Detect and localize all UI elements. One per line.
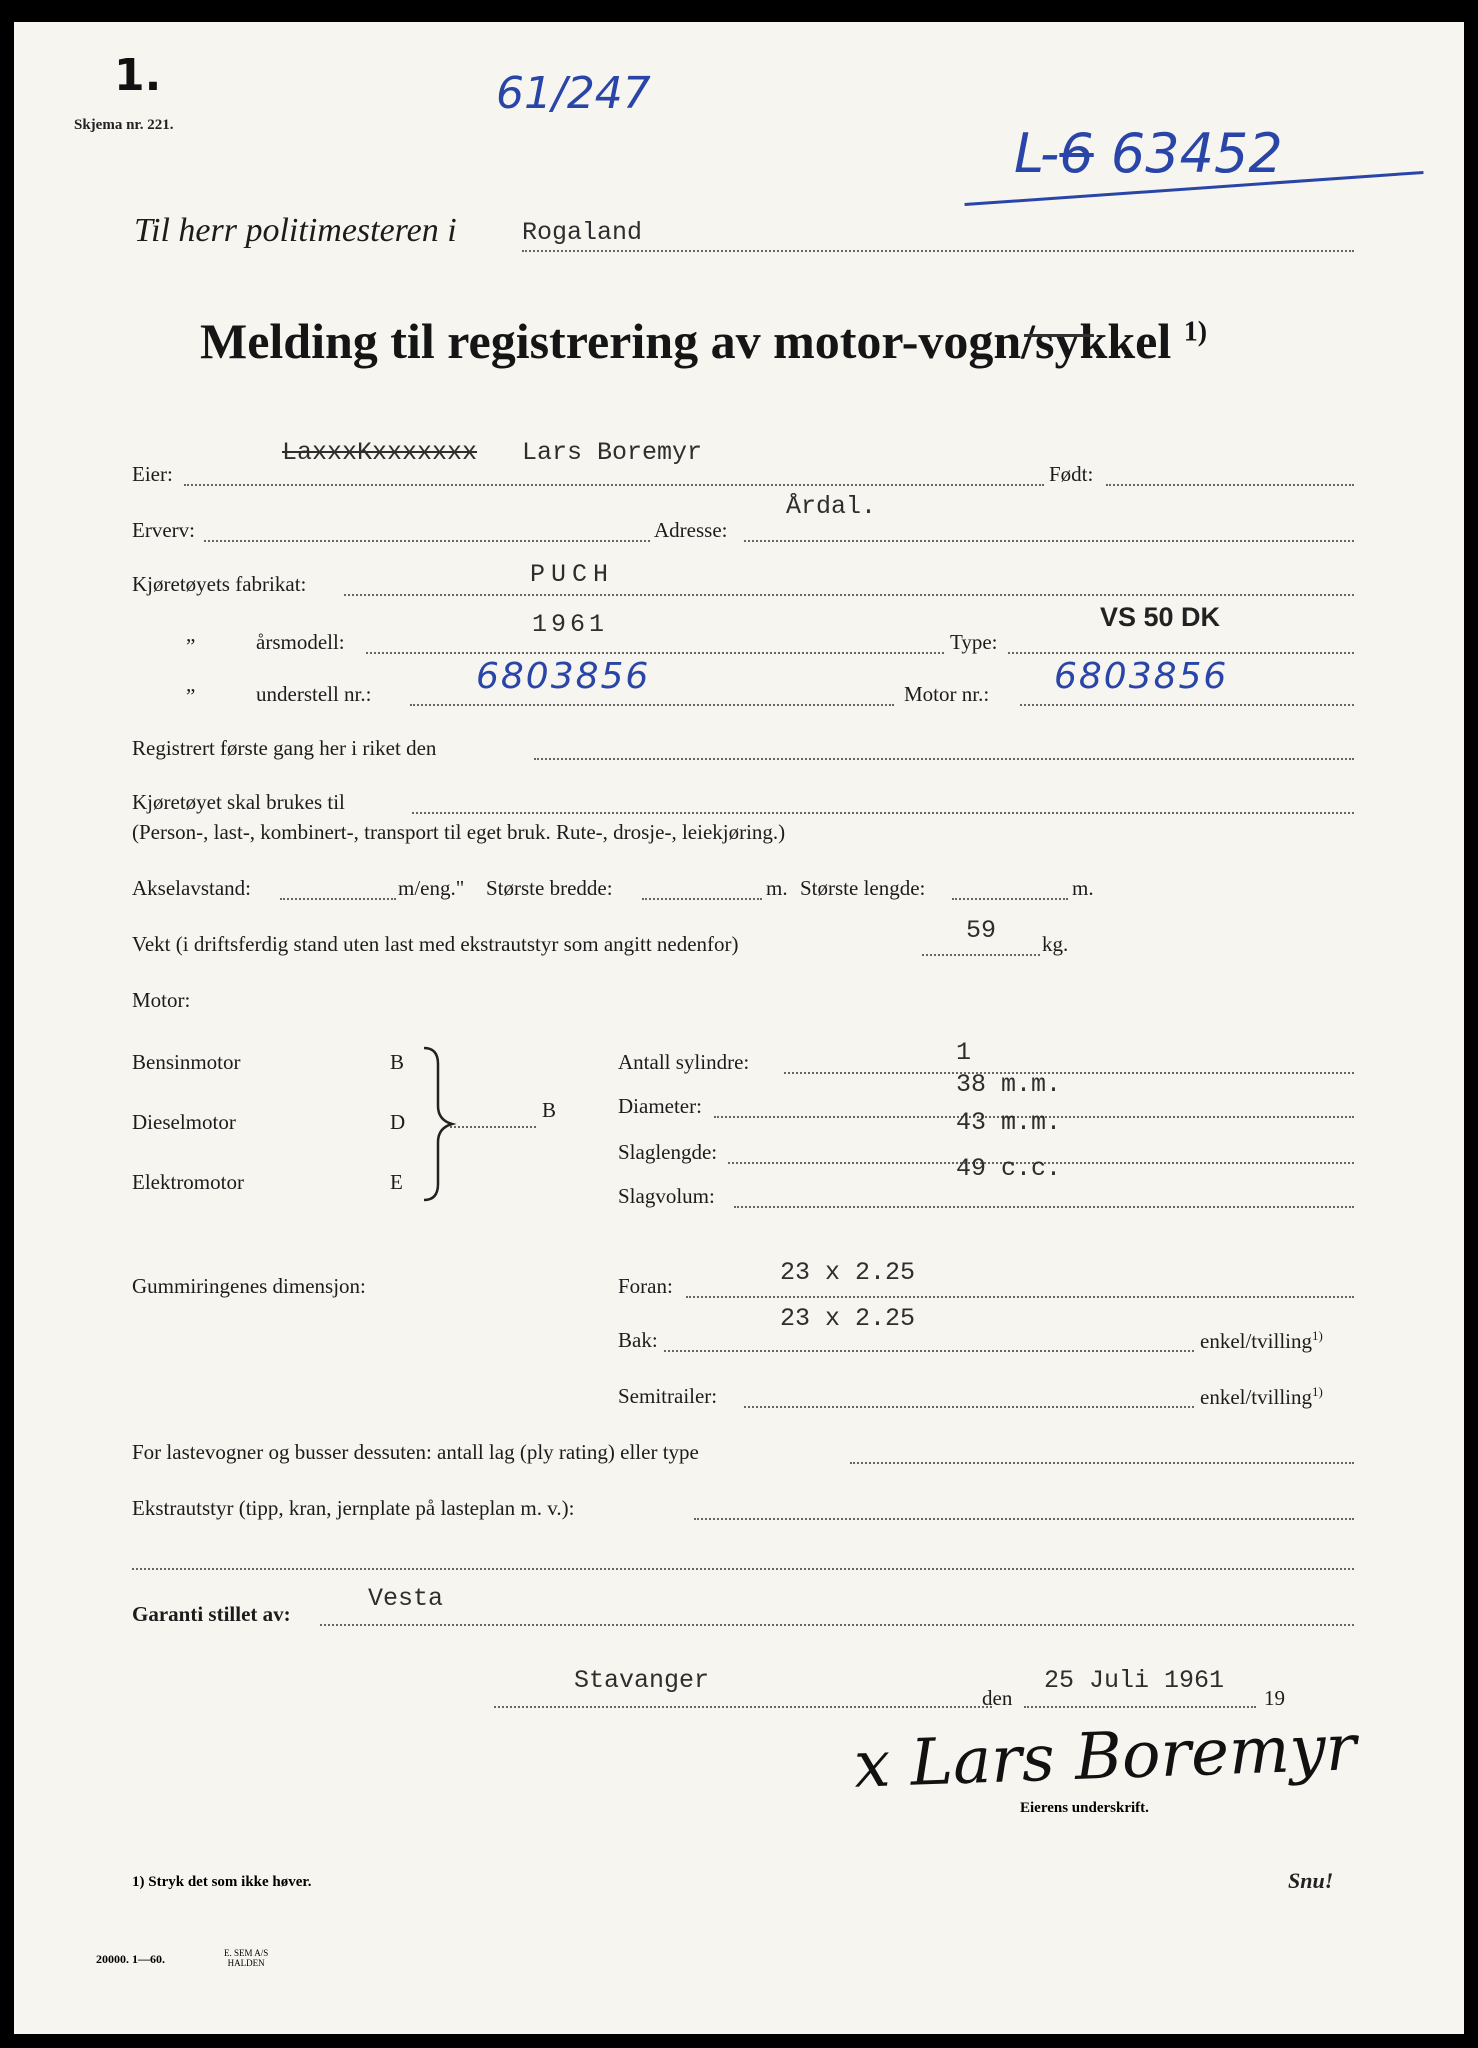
title-footnote-mark: 1) — [1183, 316, 1208, 348]
arsmodell-label: årsmodell: — [256, 630, 345, 654]
motor-code-e: E — [390, 1170, 403, 1194]
slagvolum-line — [734, 1206, 1354, 1208]
bak-suffix — [1200, 1328, 1323, 1354]
lastevogn-line — [850, 1462, 1354, 1464]
form-title — [200, 312, 1207, 370]
sylindre-line — [784, 1072, 1354, 1074]
year-prefix: 19 — [1264, 1686, 1285, 1710]
ekstra-label: Ekstrautstyr (tipp, kran, jernplate på lasteplan m. v.): — [132, 1496, 575, 1520]
semi-note-mark: 1) — [1311, 1384, 1323, 1399]
fabrikat-value: PUCH — [530, 560, 615, 589]
footnote: 1) Stryk det som ikke høver. — [132, 1874, 312, 1890]
understell-label: understell nr.: — [256, 682, 372, 706]
understell-ditto: „ — [186, 672, 196, 696]
fodt-line — [1106, 484, 1354, 486]
bredde-unit: m. — [766, 876, 788, 900]
understell-value: 6803856 — [476, 656, 651, 697]
date-value: 25 Juli 1961 — [1044, 1666, 1225, 1695]
title-text: Melding til registrering av motor-vogn/sykkel — [200, 313, 1172, 369]
adresse-value: Årdal. — [786, 492, 877, 521]
diameter-value: 38 m.m. — [956, 1070, 1062, 1099]
foran-label: Foran: — [618, 1274, 673, 1298]
diameter-label: Diameter: — [618, 1094, 702, 1118]
motor-type-bensin: Bensinmotor — [132, 1050, 241, 1074]
bredde-label: Største bredde: — [486, 876, 613, 900]
lengde-unit: m. — [1072, 876, 1094, 900]
place-line — [494, 1706, 992, 1708]
adresse-label: Adresse: — [654, 518, 728, 542]
addressee-line — [522, 250, 1354, 252]
snu-label: Snu! — [1288, 1868, 1334, 1893]
bak-value: 23 x 2.25 — [780, 1304, 916, 1333]
garanti-value: Vesta — [368, 1584, 444, 1613]
type-line — [1008, 652, 1354, 654]
aksel-label: Akselavstand: — [132, 876, 251, 900]
motor-brace — [418, 1044, 458, 1204]
registration-form — [14, 22, 1464, 2034]
printer-mark — [224, 1948, 268, 1968]
printer-line-2: HALDEN — [227, 1958, 265, 1968]
motor-nr-line — [1020, 704, 1354, 706]
bredde-line — [642, 898, 762, 900]
type-value: VS 50 DK — [1100, 602, 1221, 632]
motor-code-d: D — [390, 1110, 406, 1134]
registration-number — [1014, 122, 1283, 185]
slaglengde-value: 43 m.m. — [956, 1108, 1062, 1137]
bak-note-mark: 1) — [1311, 1328, 1323, 1343]
printer-line-1: E. SEM A/S — [224, 1948, 269, 1958]
owner-signature: x Lars Boremyr — [852, 1711, 1358, 1803]
lastevogn-label: For lastevogner og busser dessuten: antall lag (ply rating) eller type — [132, 1440, 699, 1464]
sylindre-value: 1 — [956, 1038, 972, 1067]
motor-code-b: B — [390, 1050, 405, 1074]
garanti-line — [320, 1624, 1354, 1626]
eier-value: Lars Boremyr — [522, 438, 703, 467]
slaglengde-label: Slaglengde: — [618, 1140, 718, 1164]
garanti-label: Garanti stillet av: — [132, 1602, 291, 1626]
arsmodell-line — [366, 652, 944, 654]
tyres-heading: Gummiringenes dimensjon: — [132, 1274, 366, 1298]
registrert-line — [534, 758, 1354, 760]
eier-struck-value: LaxxxKxxxxxxx — [282, 438, 478, 467]
understell-line — [410, 704, 894, 706]
vekt-value: 59 — [966, 916, 997, 945]
eier-line — [184, 484, 1044, 486]
eier-label: Eier: — [132, 462, 173, 486]
bak-suffix-text: enkel/tvilling — [1200, 1329, 1312, 1353]
motor-selected-line — [450, 1126, 536, 1128]
semi-suffix-text: enkel/tvilling — [1200, 1385, 1312, 1409]
sylindre-label: Antall sylindre: — [618, 1050, 750, 1074]
semi-line — [744, 1406, 1194, 1408]
registration-prefix: L- — [1014, 122, 1060, 185]
foran-line — [686, 1296, 1354, 1298]
slagvolum-value: 49 c.c. — [956, 1154, 1062, 1183]
semi-suffix — [1200, 1384, 1323, 1410]
vekt-label: Vekt (i driftsferdig stand uten last med ekstrautstyr som angitt nedenfor) — [132, 932, 739, 956]
erverv-label: Erverv: — [132, 518, 195, 542]
title-strike — [1024, 334, 1094, 337]
registration-digits: 63452 — [1093, 122, 1283, 185]
type-label: Type: — [950, 630, 998, 654]
motor-type-elektro: Elektromotor — [132, 1170, 244, 1194]
addressee-label: Til herr politimesteren i — [134, 212, 457, 249]
print-number: 20000. 1—60. — [96, 1952, 165, 1966]
motor-selected-value: B — [542, 1098, 557, 1122]
brukes-note: (Person-, last-, kombinert-, transport til eget bruk. Rute-, drosje-, leiekjøring.) — [132, 820, 786, 844]
adresse-line — [744, 540, 1354, 542]
arsmodell-value: 1961 — [532, 610, 609, 639]
file-number: 61/247 — [496, 68, 651, 119]
fodt-label: Født: — [1049, 462, 1094, 486]
registration-struck-letter: 6 — [1059, 122, 1094, 185]
brukes-label: Kjøretøyet skal brukes til — [132, 790, 345, 814]
date-line — [1024, 1706, 1256, 1708]
ekstra-line-2 — [132, 1568, 1354, 1570]
lengde-line — [952, 898, 1068, 900]
pen-mark: 1. — [114, 50, 162, 101]
registrert-label: Registrert første gang her i riket den — [132, 736, 437, 760]
fabrikat-label: Kjøretøyets fabrikat: — [132, 572, 307, 596]
brukes-line — [412, 812, 1354, 814]
vekt-unit: kg. — [1042, 932, 1069, 956]
vekt-line — [922, 954, 1040, 956]
erverv-line — [204, 540, 650, 542]
bak-line — [664, 1350, 1194, 1352]
form-number: Skjema nr. 221. — [74, 117, 174, 133]
semi-label: Semitrailer: — [618, 1384, 718, 1408]
place-value: Stavanger — [574, 1666, 710, 1695]
arsmodell-ditto: „ — [186, 622, 196, 646]
ekstra-line — [694, 1518, 1354, 1520]
addressee-value: Rogaland — [522, 218, 643, 247]
motor-nr-value: 6803856 — [1054, 656, 1229, 697]
bak-label: Bak: — [618, 1328, 658, 1352]
aksel-line — [280, 898, 396, 900]
den-label: den — [982, 1686, 1013, 1710]
fabrikat-line — [344, 594, 1354, 596]
lengde-label: Største lengde: — [800, 876, 926, 900]
motor-type-diesel: Dieselmotor — [132, 1110, 236, 1134]
foran-value: 23 x 2.25 — [780, 1258, 916, 1287]
aksel-unit: m/eng." — [398, 876, 465, 900]
motor-heading: Motor: — [132, 988, 191, 1012]
signature-label: Eierens underskrift. — [1020, 1800, 1149, 1816]
slagvolum-label: Slagvolum: — [618, 1184, 715, 1208]
motor-nr-label: Motor nr.: — [904, 682, 990, 706]
